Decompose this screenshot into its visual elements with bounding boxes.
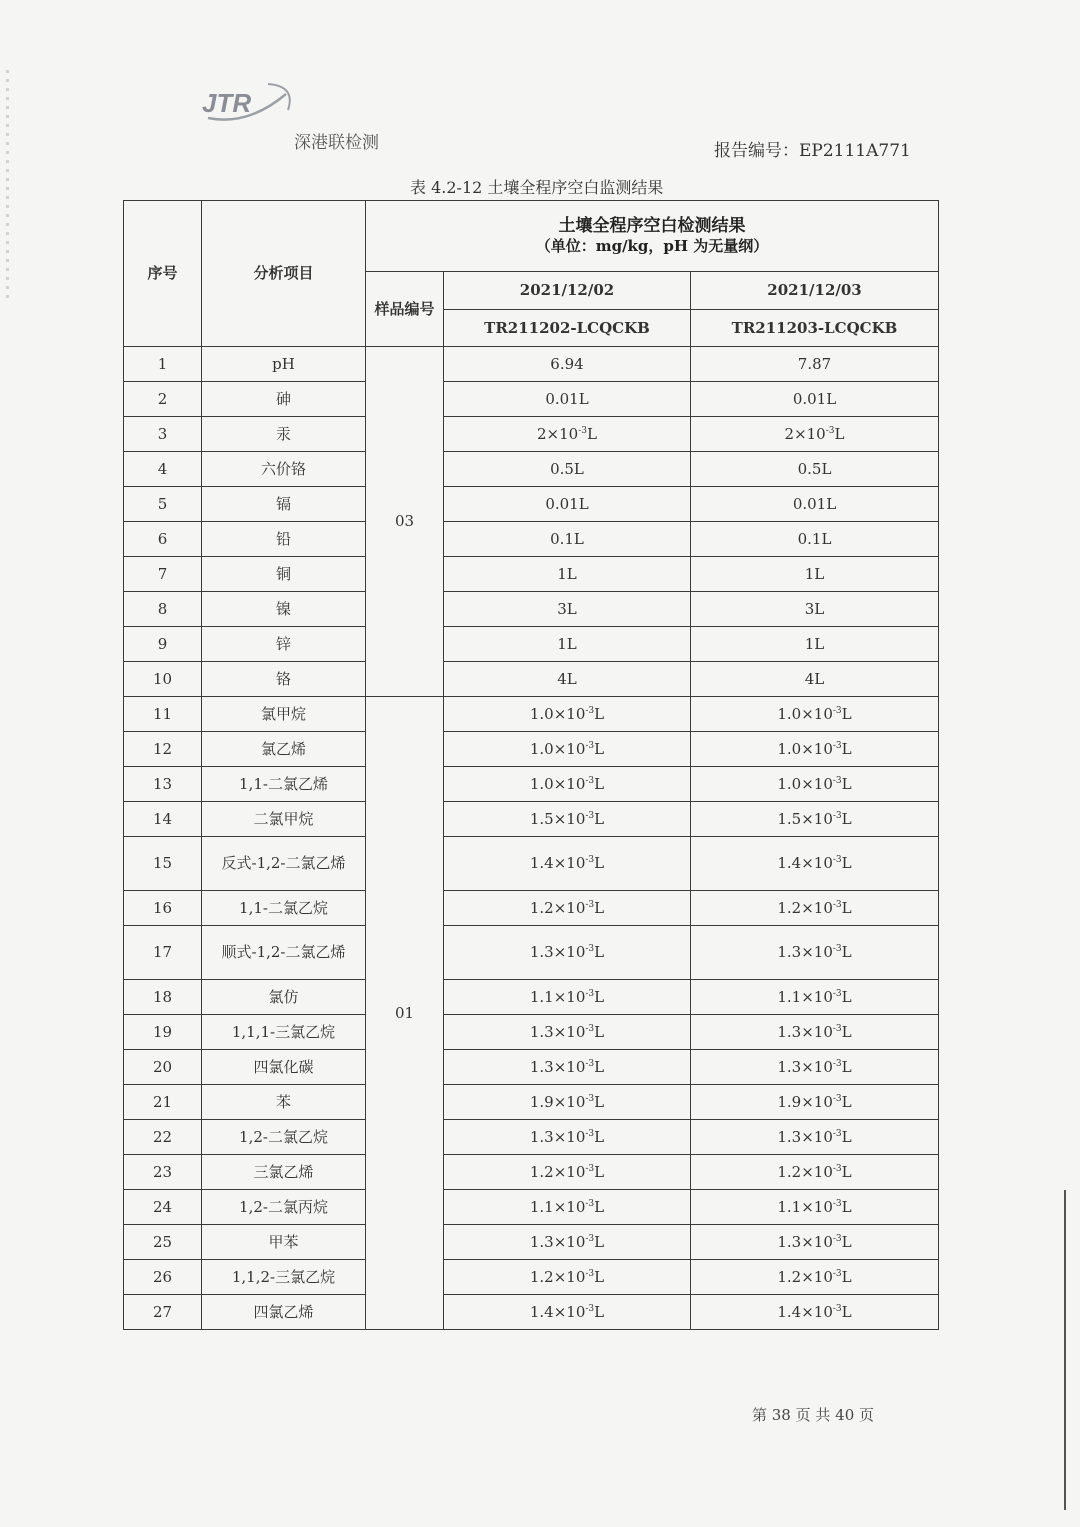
value-cell-1: 0.01L bbox=[444, 382, 691, 417]
table-row bbox=[124, 767, 939, 802]
value-cell-1: 1L bbox=[444, 557, 691, 592]
value-cell-1: $1.2\times 10^{-3}L$ bbox=[444, 891, 691, 926]
value-cell-2: $1.4\times 10^{-3}L$ bbox=[691, 837, 939, 891]
table-row bbox=[124, 1295, 939, 1330]
group-unit: （单位：mg/kg，pH 为无量纲） bbox=[535, 237, 769, 256]
scan-edge-line bbox=[1064, 1190, 1066, 1510]
value-cell-2: $1.3\times 10^{-3}L$ bbox=[691, 1120, 939, 1155]
row-item: 六价铬 bbox=[202, 452, 366, 487]
jtr-logo-icon bbox=[198, 80, 298, 128]
group-title: 土壤全程序空白检测结果 bbox=[558, 216, 746, 236]
value-cell-1: 6.94 bbox=[444, 347, 691, 382]
row-seq: 1 bbox=[124, 347, 202, 382]
value-cell-1: $1.0\times 10^{-3}L$ bbox=[444, 732, 691, 767]
row-item: 1,2-二氯乙烷 bbox=[202, 1120, 366, 1155]
row-seq: 9 bbox=[124, 627, 202, 662]
table-row bbox=[124, 557, 939, 592]
table-row bbox=[124, 926, 939, 980]
row-seq: 14 bbox=[124, 802, 202, 837]
value-cell-1: $1.0\times 10^{-3}L$ bbox=[444, 697, 691, 732]
row-item: 锌 bbox=[202, 627, 366, 662]
table-row bbox=[124, 522, 939, 557]
table-row bbox=[124, 980, 939, 1015]
value-cell-2: $1.3\times 10^{-3}L$ bbox=[691, 1050, 939, 1085]
value-cell-2: $1.3\times 10^{-3}L$ bbox=[691, 926, 939, 980]
table-row bbox=[124, 417, 939, 452]
value-cell-2: 1L bbox=[691, 557, 939, 592]
table-row bbox=[124, 891, 939, 926]
row-seq: 10 bbox=[124, 662, 202, 697]
value-cell-1: $1.3\times 10^{-3}L$ bbox=[444, 1225, 691, 1260]
row-seq: 26 bbox=[124, 1260, 202, 1295]
row-item: 砷 bbox=[202, 382, 366, 417]
value-cell-2: 3L bbox=[691, 592, 939, 627]
value-cell-1: $1.2\times 10^{-3}L$ bbox=[444, 1260, 691, 1295]
sample-no-cell: 01 bbox=[366, 697, 444, 1330]
row-item: 汞 bbox=[202, 417, 366, 452]
table-row bbox=[124, 347, 939, 382]
row-seq: 23 bbox=[124, 1155, 202, 1190]
table-row bbox=[124, 452, 939, 487]
row-item: 苯 bbox=[202, 1085, 366, 1120]
value-cell-1: 0.5L bbox=[444, 452, 691, 487]
value-cell-2: $1.2\times 10^{-3}L$ bbox=[691, 1260, 939, 1295]
table-caption: 表 4.2-12 土壤全程序空白监测结果 bbox=[410, 178, 664, 197]
row-seq: 16 bbox=[124, 891, 202, 926]
value-cell-2: 0.1L bbox=[691, 522, 939, 557]
table-row bbox=[124, 382, 939, 417]
logo-text: JTR bbox=[202, 88, 252, 118]
row-item: 1,1,1-三氯乙烷 bbox=[202, 1015, 366, 1050]
table-row bbox=[124, 1190, 939, 1225]
row-seq: 27 bbox=[124, 1295, 202, 1330]
row-item: 铬 bbox=[202, 662, 366, 697]
value-cell-2: $1.9\times 10^{-3}L$ bbox=[691, 1085, 939, 1120]
row-seq: 17 bbox=[124, 926, 202, 980]
value-cell-1: $1.3\times 10^{-3}L$ bbox=[444, 926, 691, 980]
row-seq: 4 bbox=[124, 452, 202, 487]
value-cell-1: 0.01L bbox=[444, 487, 691, 522]
table-row bbox=[124, 1155, 939, 1190]
header-seq: 序号 bbox=[124, 201, 202, 347]
value-cell-1: $1.0\times 10^{-3}L$ bbox=[444, 767, 691, 802]
company-name: 深港联检测 bbox=[294, 133, 379, 153]
value-cell-2: $1.1\times 10^{-3}L$ bbox=[691, 980, 939, 1015]
row-item: 镍 bbox=[202, 592, 366, 627]
row-item: 氯仿 bbox=[202, 980, 366, 1015]
value-cell-2: $1.0\times 10^{-3}L$ bbox=[691, 767, 939, 802]
value-cell-1: $1.3\times 10^{-3}L$ bbox=[444, 1120, 691, 1155]
value-cell-1: $1.3\times 10^{-3}L$ bbox=[444, 1050, 691, 1085]
value-cell-1: 1L bbox=[444, 627, 691, 662]
table-row bbox=[124, 1225, 939, 1260]
row-seq: 22 bbox=[124, 1120, 202, 1155]
header-date-2: 2021/12/03 bbox=[691, 272, 939, 310]
header-date-1: 2021/12/02 bbox=[444, 272, 691, 310]
table-row bbox=[124, 1015, 939, 1050]
value-cell-1: 3L bbox=[444, 592, 691, 627]
row-item: 铜 bbox=[202, 557, 366, 592]
row-item: 氯乙烯 bbox=[202, 732, 366, 767]
table-row bbox=[124, 837, 939, 891]
row-seq: 19 bbox=[124, 1015, 202, 1050]
row-seq: 2 bbox=[124, 382, 202, 417]
scan-edge-mark bbox=[6, 70, 9, 300]
row-item: 四氯化碳 bbox=[202, 1050, 366, 1085]
value-cell-1: $1.1\times 10^{-3}L$ bbox=[444, 980, 691, 1015]
row-item: 氯甲烷 bbox=[202, 697, 366, 732]
header-sample-id-2: TR211203-LCQCKB bbox=[691, 310, 939, 347]
value-cell-2: 7.87 bbox=[691, 347, 939, 382]
value-cell-2: $1.1\times 10^{-3}L$ bbox=[691, 1190, 939, 1225]
row-seq: 20 bbox=[124, 1050, 202, 1085]
row-item: pH bbox=[202, 347, 366, 382]
value-cell-1: $1.9\times 10^{-3}L$ bbox=[444, 1085, 691, 1120]
value-cell-2: $1.2\times 10^{-3}L$ bbox=[691, 1155, 939, 1190]
row-item: 铅 bbox=[202, 522, 366, 557]
row-seq: 21 bbox=[124, 1085, 202, 1120]
row-item: 1,2-二氯丙烷 bbox=[202, 1190, 366, 1225]
value-cell-2: 1L bbox=[691, 627, 939, 662]
row-seq: 15 bbox=[124, 837, 202, 891]
value-cell-1: $1.4\times 10^{-3}L$ bbox=[444, 837, 691, 891]
table-row bbox=[124, 592, 939, 627]
report-number: 报告编号：EP2111A771 bbox=[714, 141, 911, 161]
row-seq: 25 bbox=[124, 1225, 202, 1260]
row-item: 三氯乙烯 bbox=[202, 1155, 366, 1190]
value-cell-2: 0.01L bbox=[691, 382, 939, 417]
row-item: 反式-1,2-二氯乙烯 bbox=[202, 837, 366, 891]
value-cell-2: $1.0\times 10^{-3}L$ bbox=[691, 697, 939, 732]
row-item: 1,1,2-三氯乙烷 bbox=[202, 1260, 366, 1295]
row-seq: 5 bbox=[124, 487, 202, 522]
table-row bbox=[124, 487, 939, 522]
value-cell-2: $2\times 10^{-3}L$ bbox=[691, 417, 939, 452]
company-logo bbox=[198, 80, 398, 153]
value-cell-1: 4L bbox=[444, 662, 691, 697]
table-row bbox=[124, 697, 939, 732]
value-cell-2: $1.3\times 10^{-3}L$ bbox=[691, 1225, 939, 1260]
value-cell-2: $1.0\times 10^{-3}L$ bbox=[691, 732, 939, 767]
table-row bbox=[124, 1085, 939, 1120]
value-cell-2: $1.5\times 10^{-3}L$ bbox=[691, 802, 939, 837]
row-item: 镉 bbox=[202, 487, 366, 522]
value-cell-2: 0.5L bbox=[691, 452, 939, 487]
row-seq: 11 bbox=[124, 697, 202, 732]
value-cell-1: $1.3\times 10^{-3}L$ bbox=[444, 1015, 691, 1050]
header-sample-id-1: TR211202-LCQCKB bbox=[444, 310, 691, 347]
value-cell-1: 0.1L bbox=[444, 522, 691, 557]
page-number: 第 38 页 共 40 页 bbox=[752, 1406, 875, 1424]
header-item: 分析项目 bbox=[202, 201, 366, 347]
value-cell-2: $1.4\times 10^{-3}L$ bbox=[691, 1295, 939, 1330]
row-item: 甲苯 bbox=[202, 1225, 366, 1260]
row-seq: 12 bbox=[124, 732, 202, 767]
table-row bbox=[124, 1260, 939, 1295]
row-item: 顺式-1,2-二氯乙烯 bbox=[202, 926, 366, 980]
row-seq: 13 bbox=[124, 767, 202, 802]
table-row bbox=[124, 662, 939, 697]
value-cell-2: $1.2\times 10^{-3}L$ bbox=[691, 891, 939, 926]
value-cell-1: $1.5\times 10^{-3}L$ bbox=[444, 802, 691, 837]
table-row bbox=[124, 802, 939, 837]
value-cell-2: 0.01L bbox=[691, 487, 939, 522]
row-seq: 18 bbox=[124, 980, 202, 1015]
value-cell-1: $1.2\times 10^{-3}L$ bbox=[444, 1155, 691, 1190]
results-table bbox=[123, 200, 939, 1330]
table-row bbox=[124, 1120, 939, 1155]
table-row bbox=[124, 732, 939, 767]
value-cell-1: $1.1\times 10^{-3}L$ bbox=[444, 1190, 691, 1225]
row-seq: 7 bbox=[124, 557, 202, 592]
row-item: 四氯乙烯 bbox=[202, 1295, 366, 1330]
row-seq: 6 bbox=[124, 522, 202, 557]
value-cell-2: 4L bbox=[691, 662, 939, 697]
row-item: 二氯甲烷 bbox=[202, 802, 366, 837]
header-sample-no: 样品编号 bbox=[366, 272, 444, 347]
row-seq: 8 bbox=[124, 592, 202, 627]
header-group bbox=[366, 201, 939, 272]
sample-no-cell: 03 bbox=[366, 347, 444, 697]
table-row bbox=[124, 627, 939, 662]
value-cell-1: $2\times 10^{-3}L$ bbox=[444, 417, 691, 452]
table-row bbox=[124, 1050, 939, 1085]
row-seq: 24 bbox=[124, 1190, 202, 1225]
value-cell-2: $1.3\times 10^{-3}L$ bbox=[691, 1015, 939, 1050]
row-seq: 3 bbox=[124, 417, 202, 452]
row-item: 1,1-二氯乙烷 bbox=[202, 891, 366, 926]
value-cell-1: $1.4\times 10^{-3}L$ bbox=[444, 1295, 691, 1330]
row-item: 1,1-二氯乙烯 bbox=[202, 767, 366, 802]
